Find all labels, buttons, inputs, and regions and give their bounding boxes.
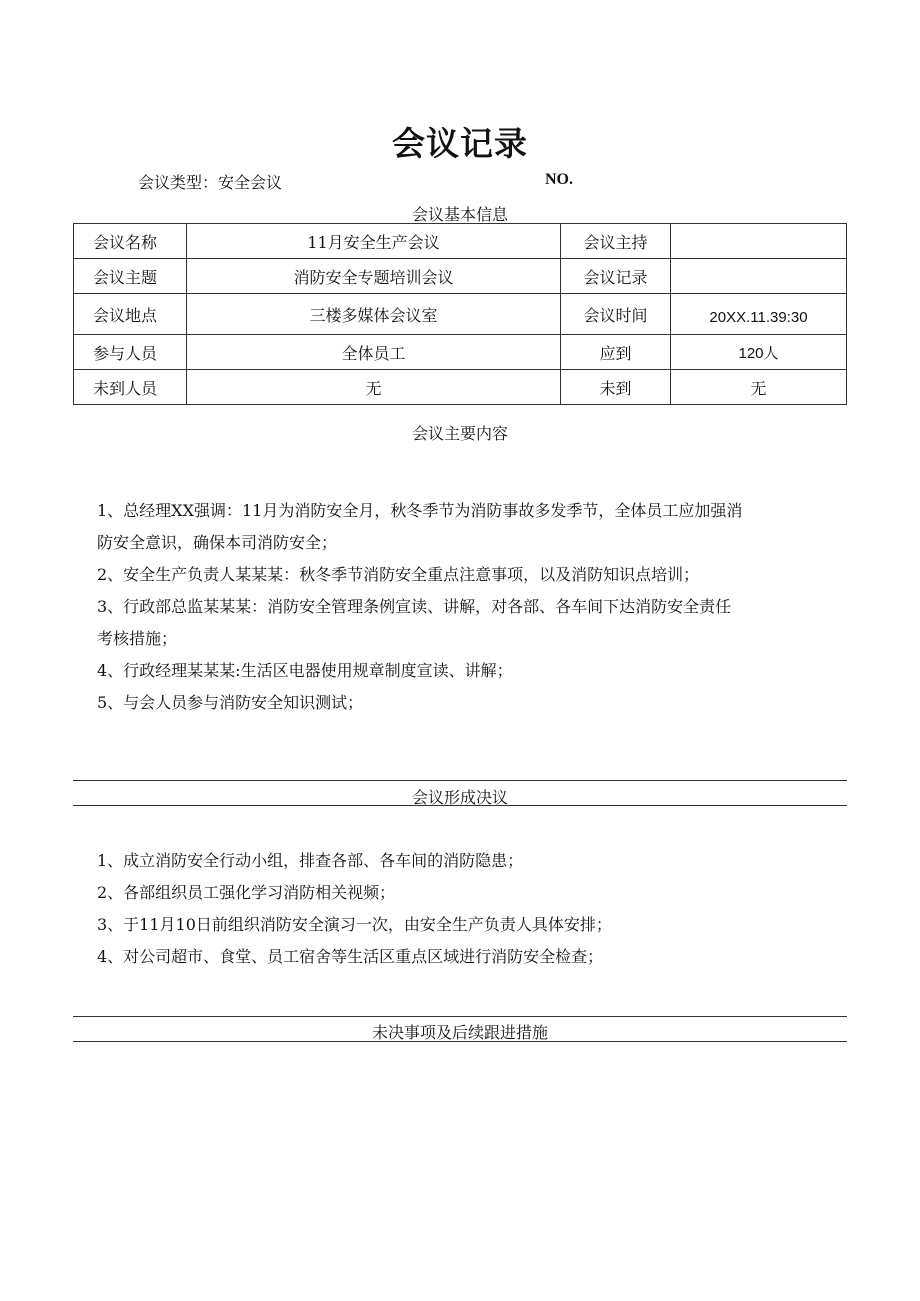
- expected-attendance-value: 120人: [671, 335, 847, 370]
- divider: [73, 1016, 847, 1017]
- basic-info-table: [73, 223, 847, 405]
- list-item: 1、总经理XX强调：11月为消防安全月，秋冬季节为消防事故多发季节，全体员工应加强消: [97, 501, 743, 520]
- basic-info-caption: 会议基本信息: [411, 205, 508, 224]
- expected-attendance-label: 应到: [561, 335, 671, 370]
- list-item: 防安全意识，确保本司消防安全；: [97, 533, 338, 552]
- absent-count-value: 无: [671, 370, 847, 405]
- main-content-caption: 会议主要内容: [411, 424, 508, 443]
- document-title: 会议记录: [392, 124, 528, 163]
- table-row: [74, 224, 847, 259]
- absentees-label: 未到人员: [74, 370, 187, 405]
- participants-label: 参与人员: [74, 335, 187, 370]
- followup-caption: 未决事项及后续跟进措施: [371, 1023, 548, 1042]
- meeting-name-value: 11月安全生产会议: [187, 224, 561, 259]
- list-item: 2、各部组织员工强化学习消防相关视频；: [97, 883, 396, 902]
- list-item: 考核措施；: [97, 629, 178, 648]
- meeting-host-value: [671, 224, 847, 259]
- list-item: 4、行政经理某某某:生活区电器使用规章制度宣读、讲解；: [97, 661, 513, 680]
- list-item: 4、对公司超市、食堂、员工宿舍等生活区重点区域进行消防安全检查；: [97, 947, 604, 966]
- table-row: [74, 259, 847, 294]
- meeting-recorder-value: [671, 259, 847, 294]
- resolutions-list: [97, 845, 857, 973]
- meeting-host-label: 会议主持: [561, 224, 671, 259]
- meeting-type-value: 安全会议: [218, 173, 283, 192]
- participants-value: 全体员工: [187, 335, 561, 370]
- resolutions-caption: 会议形成决议: [411, 788, 508, 807]
- meeting-recorder-label: 会议记录: [561, 259, 671, 294]
- meeting-type: [138, 170, 282, 193]
- meeting-time-value: 20XX.11.39:30: [671, 294, 847, 335]
- divider: [73, 1041, 847, 1042]
- meeting-type-label: 会议类型：: [138, 173, 219, 192]
- meeting-location-value: 三楼多媒体会议室: [187, 294, 561, 335]
- list-item: 5、与会人员参与消防安全知识测试；: [97, 693, 364, 712]
- list-item: 3、于11月10日前组织消防安全演习一次，由安全生产负责人具体安排；: [97, 915, 612, 934]
- table-row: [74, 294, 847, 335]
- main-content-list: [97, 495, 857, 719]
- meeting-location-label: 会议地点: [74, 294, 187, 335]
- absent-count-label: 未到: [561, 370, 671, 405]
- meeting-name-label: 会议名称: [74, 224, 187, 259]
- list-item: 2、安全生产负责人某某某：秋冬季节消防安全重点注意事项，以及消防知识点培训；: [97, 565, 700, 584]
- list-item: 3、行政部总监某某某：消防安全管理条例宣读、讲解，对各部、各车间下达消防安全责任: [97, 597, 732, 616]
- divider: [73, 805, 847, 806]
- table-row: [74, 370, 847, 405]
- meeting-time-label: 会议时间: [561, 294, 671, 335]
- meeting-topic-label: 会议主题: [74, 259, 187, 294]
- divider: [73, 780, 847, 781]
- table-row: [74, 335, 847, 370]
- record-number-label: NO.: [545, 171, 573, 188]
- list-item: 1、成立消防安全行动小组，排查各部、各车间的消防隐患；: [97, 851, 524, 870]
- absentees-value: 无: [187, 370, 561, 405]
- meeting-topic-value: 消防安全专题培训会议: [187, 259, 561, 294]
